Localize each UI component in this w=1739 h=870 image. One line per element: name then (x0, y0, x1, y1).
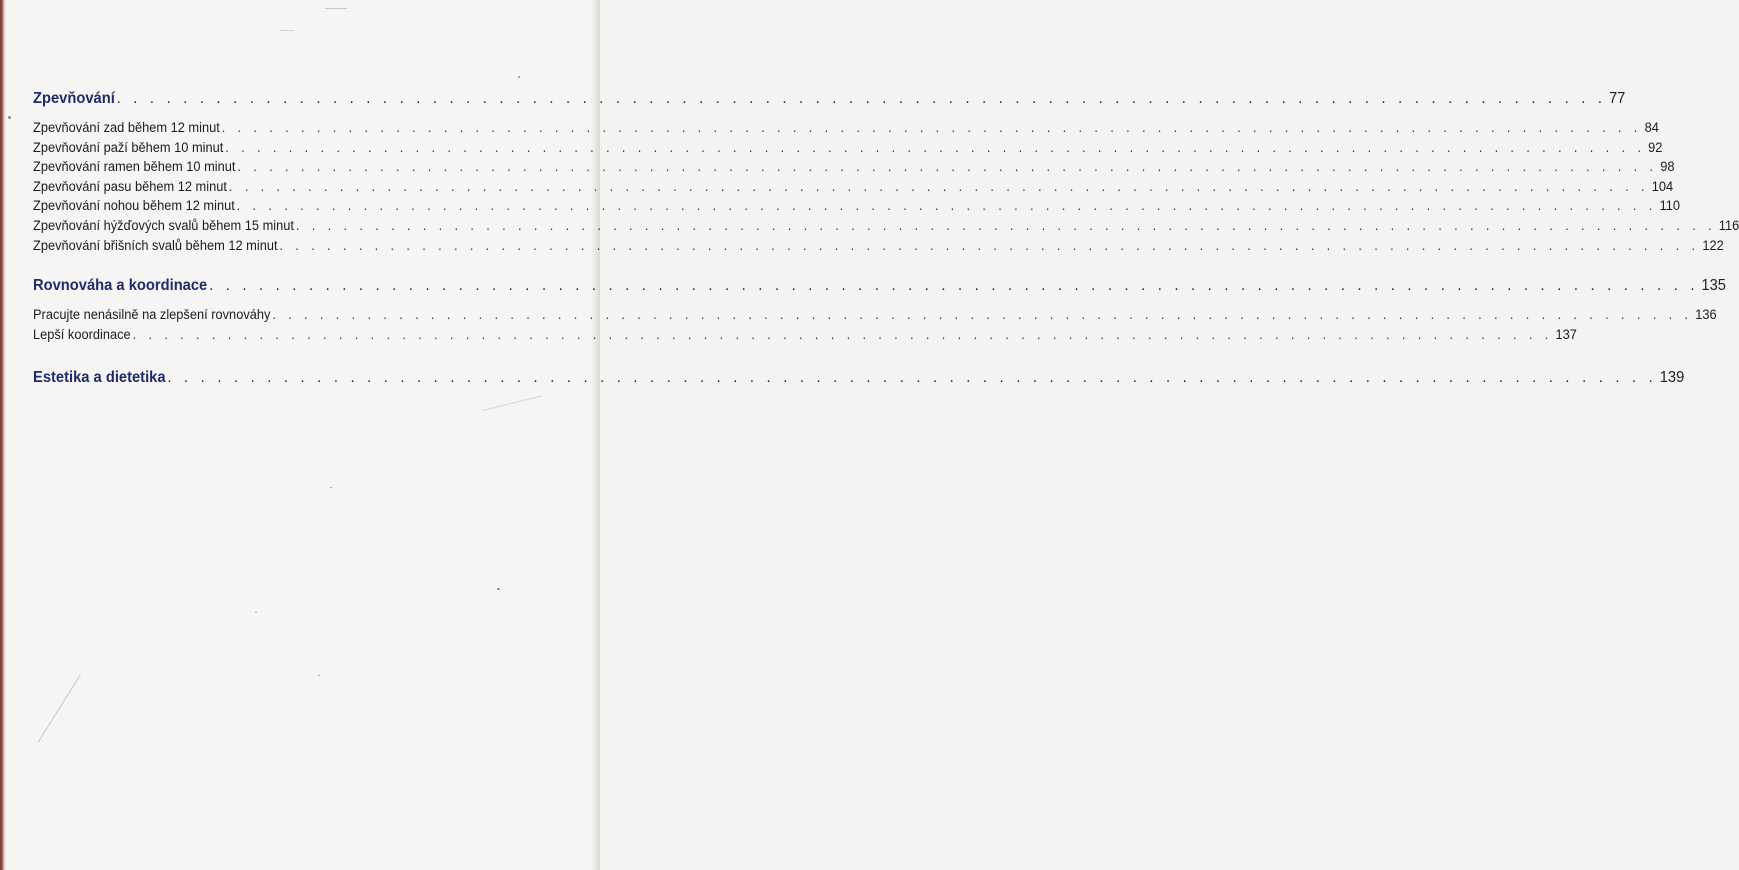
toc-heading[interactable] (33, 369, 1685, 391)
scan-speck (497, 588, 500, 590)
dot-leader: . . . . . . . . . . . . . . . . . . . . . . . . . . . . . . . . . . . . . . . . . . . . . . . . . . . . . . . . . . . . . . . . . . . . . . . . . . . . . . . . . . . . . . . . . . (132, 326, 1553, 342)
toc-entry-title: Pracujte nenásilně na zlepšení rovnováhy (33, 307, 271, 323)
toc-entry-page: 110 (1659, 198, 1681, 214)
toc-entry-page: 84 (1644, 120, 1659, 135)
toc-entry[interactable] (33, 139, 1663, 160)
dot-leader: . . . . . . . . . . . . . . . . . . . . . . . . . . . . . . . . . . . . . . . . . . . . . . . . . . . . . . . . . . . . . . . . . . . . . . . . . . . . . . . . . . . . . . . . . . (237, 159, 1658, 175)
dot-leader: . . . . . . . . . . . . . . . . . . . . . . . . . . . . . . . . . . . . . . . . . . . . . . . . . . . . . . . . . . . . . . . . . . . . . . . . . . . . . . . . . . . . . . . . . . (295, 217, 1716, 233)
toc-section-zpevnovani (33, 90, 1739, 257)
toc-entry-title: Zpevňování hýžďových svalů během 15 minut (33, 217, 294, 233)
dot-leader: . . . . . . . . . . . . . . . . . . . . . . . . . . . . . . . . . . . . . . . . . . . . . . . . . . . . . . . . . . . . . . . . . . . . . . . . . . . . . . . . . . . . . . . . . . (221, 120, 1642, 135)
toc-entry-page: 136 (1695, 307, 1717, 323)
toc-heading-page: 77 (1608, 90, 1626, 107)
toc-entry-title: Zpevňování ramen během 10 minut (33, 159, 236, 175)
scan-speck (255, 612, 257, 613)
toc-entry[interactable] (33, 178, 1674, 199)
dot-leader: . . . . . . . . . . . . . . . . . . . . . . . . . . . . . . . . . . . . . . . . . . . . . . . . . . . . . . . . . . . . . . . . . . . . . . . . . . . . . . . . . . . . . . . . . . (225, 139, 1646, 155)
table-of-contents (33, 90, 1739, 391)
dot-leader: . . . . . . . . . . . . . . . . . . . . . . . . . . . . . . . . . . . . . . . . . . . . . . . . . . . . . . . . . . . . . . . . . . . . . . . . . . . . . . . . . . . . . . . . . . (228, 178, 1649, 194)
toc-section-estetika (33, 369, 1685, 391)
scan-scratch (280, 30, 294, 31)
page-binding-edge (0, 0, 6, 870)
scan-speck (8, 116, 11, 119)
toc-heading-page: 135 (1701, 277, 1726, 295)
dot-leader: . . . . . . . . . . . . . . . . . . . . . . . . . . . . . . . . . . . . . . . . . . . . . . . . . . . . . . . . . . . . . . . . . . . . . . . . . . . . . . . . . . . . . . . . . . (167, 369, 1657, 387)
toc-entry-page: 92 (1648, 139, 1663, 155)
toc-entry-title: Zpevňování břišních svalů během 12 minut (33, 237, 278, 253)
toc-heading[interactable] (33, 277, 1726, 299)
dot-leader: . . . . . . . . . . . . . . . . . . . . . . . . . . . . . . . . . . . . . . . . . . . . . . . . . . . . . . . . . . . . . . . . . . . . . . . . . . . . . . . . . . . . . . . . . . (279, 237, 1700, 253)
toc-section-rovnovaha (33, 277, 1726, 346)
toc-entry[interactable] (33, 307, 1717, 327)
toc-entry-title: Zpevňování pasu během 12 minut (33, 178, 227, 194)
scan-scratch (38, 674, 81, 742)
scan-speck (518, 76, 520, 78)
toc-entry-title: Zpevňování nohou během 12 minut (33, 198, 235, 214)
toc-entry[interactable] (33, 237, 1724, 258)
toc-entry[interactable] (33, 198, 1681, 218)
toc-heading[interactable] (33, 90, 1626, 112)
dot-leader: . . . . . . . . . . . . . . . . . . . . . . . . . . . . . . . . . . . . . . . . . . . . . . . . . . . . . . . . . . . . . . . . . . . . . . . . . . . . . . . . . . . . . . . . . . (272, 307, 1693, 323)
toc-entry[interactable] (33, 120, 1659, 140)
dot-leader: . . . . . . . . . . . . . . . . . . . . . . . . . . . . . . . . . . . . . . . . . . . . . . . . . . . . . . . . . . . . . . . . . . . . . . . . . . . . . . . . . . . . . . . . . . (236, 198, 1657, 214)
toc-entry[interactable] (33, 217, 1739, 238)
scan-scratch (325, 8, 347, 9)
toc-entry-page: 116 (1718, 217, 1739, 233)
toc-entry-title: Zpevňování paží během 10 minut (33, 139, 224, 155)
toc-entry[interactable] (33, 326, 1577, 347)
toc-heading-page: 139 (1659, 369, 1685, 387)
toc-entry[interactable] (33, 159, 1675, 179)
scan-scratch (483, 395, 541, 410)
toc-entry-title: Lepší koordinace (33, 326, 131, 342)
toc-entry-page: 137 (1555, 326, 1577, 342)
scan-speck (330, 487, 332, 488)
dot-leader: . . . . . . . . . . . . . . . . . . . . . . . . . . . . . . . . . . . . . . . . . . . . . . . . . . . . . . . . . . . . . . . . . . . . . . . . . . . . . . . . . . . . . . . . . . (209, 277, 1699, 295)
toc-entry-page: 98 (1660, 159, 1675, 175)
toc-entry-title: Zpevňování zad během 12 minut (33, 120, 220, 135)
toc-heading-title: Rovnováha a koordinace (33, 277, 208, 295)
toc-heading-title: Zpevňování (33, 90, 115, 107)
toc-entry-page: 122 (1702, 237, 1724, 253)
toc-heading-title: Estetika a dietetika (33, 369, 166, 387)
toc-entry-page: 104 (1651, 178, 1674, 194)
scan-speck (318, 675, 320, 676)
dot-leader: . . . . . . . . . . . . . . . . . . . . . . . . . . . . . . . . . . . . . . . . . . . . . . . . . . . . . . . . . . . . . . . . . . . . . . . . . . . . . . . . . . . . . . . . . . (116, 90, 1607, 107)
